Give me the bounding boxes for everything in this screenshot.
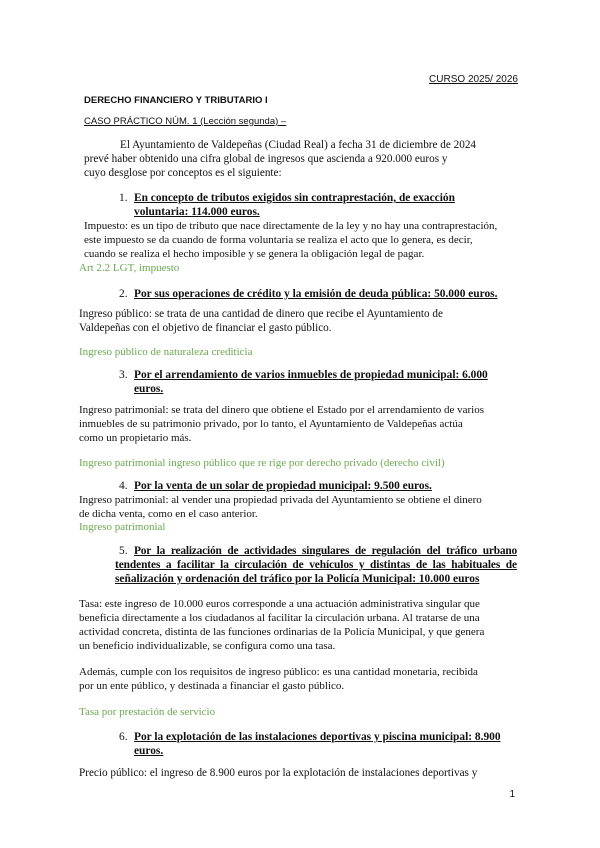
item-body: Tasa: este ingreso de 10.000 euros corresponde a una actuación administrativa singular que bbox=[79, 598, 480, 610]
item-number: 5. bbox=[119, 545, 128, 557]
item-body: beneficia directamente a los ciudadanos al facilitar la circulación urbana. Al tratarse de una bbox=[79, 612, 480, 624]
case-title: CASO PRÁCTICO NÚM. 1 (Lección segunda) – bbox=[84, 116, 287, 127]
item-heading: euros. bbox=[134, 383, 164, 395]
item-body: Ingreso público: se trata de una cantidad de dinero que recibe el Ayuntamiento de bbox=[79, 308, 443, 320]
item-body: de dicha venta, como en el caso anterior. bbox=[79, 508, 258, 520]
item-note: Ingreso público de naturaleza crediticia bbox=[79, 346, 253, 358]
item-body: Impuesto: es un tipo de tributo que nace directamente de la ley y no hay una contraprestación, bbox=[84, 220, 498, 232]
item-number: 2. bbox=[119, 288, 128, 300]
item-number: 3. bbox=[119, 369, 128, 381]
intro-line: El Ayuntamiento de Valdepeñas (Ciudad Real) a fecha 31 de diciembre de 2024 bbox=[120, 139, 477, 151]
subject-title: DERECHO FINANCIERO Y TRIBUTARIO I bbox=[84, 95, 268, 106]
item-note: Ingreso patrimonial bbox=[79, 521, 166, 533]
item-heading: euros. bbox=[134, 745, 164, 757]
item-number: 6. bbox=[119, 731, 128, 743]
course-label: CURSO 2025/ 2026 bbox=[429, 74, 518, 85]
item-heading: Por la venta de un solar de propiedad municipal: 9.500 euros. bbox=[134, 480, 432, 492]
item-body: actividad concreta, distinta de las funciones ordinarias de la Policía Municipal, y que genera bbox=[79, 626, 485, 638]
item-body: un beneficio individualizable, se configura como una tasa. bbox=[79, 640, 336, 652]
item-heading: En concepto de tributos exigidos sin contraprestación, de exacción bbox=[134, 192, 455, 204]
item-number: 1. bbox=[119, 192, 128, 204]
page-number: 1 bbox=[509, 789, 515, 800]
item-note: Ingreso patrimonial ingreso público que re rige por derecho privado (derecho civil) bbox=[79, 457, 445, 469]
item-body: Precio público: el ingreso de 8.900 euros por la explotación de instalaciones deportivas y bbox=[79, 767, 478, 779]
item-heading: señalización y ordenación del tráfico por la Policía Municipal: 10.000 euros bbox=[115, 573, 480, 585]
item-heading: Por la explotación de las instalaciones deportivas y piscina municipal: 8.900 bbox=[134, 731, 501, 743]
item-body: como un propietario más. bbox=[79, 432, 192, 444]
item-note: Tasa por prestación de servicio bbox=[79, 706, 216, 718]
item-heading: Por sus operaciones de crédito y la emisión de deuda pública: 50.000 euros. bbox=[134, 288, 498, 300]
item-body: Ingreso patrimonial: se trata del dinero que obtiene el Estado por el arrendamiento de varios bbox=[79, 404, 485, 416]
item-body: por un ente público, y destinada a financiar el gasto público. bbox=[79, 680, 345, 692]
item-number: 4. bbox=[119, 480, 128, 492]
item-body: Además, cumple con los requisitos de ingreso público: es una cantidad monetaria, recibida bbox=[79, 666, 478, 678]
intro-line: cuyo desglose por conceptos es el siguiente: bbox=[84, 167, 282, 179]
intro-line: prevé haber obtenido una cifra global de ingresos que ascienda a 920.000 euros y bbox=[84, 153, 448, 165]
item-body: Valdepeñas con el objetivo de financiar el gasto público. bbox=[79, 322, 332, 334]
item-body: cuando se realiza el hecho imposible y se genera la obligación legal de pagar. bbox=[84, 248, 425, 260]
item-heading: Por el arrendamiento de varios inmuebles de propiedad municipal: 6.000 bbox=[134, 369, 488, 381]
item-body: Ingreso patrimonial: al vender una propiedad privada del Ayuntamiento se obtiene el dinero bbox=[79, 494, 482, 506]
item-body: inmuebles de su patrimonio privado, por lo tanto, el Ayuntamiento de Valdepeñas actúa bbox=[79, 418, 463, 430]
item-body: este impuesto se da cuando de forma voluntaria se realiza el acto que lo genera, es decir, bbox=[84, 234, 473, 246]
item-heading: tendentes a facilitar la circulación de vehículos y distintas de las habituales de bbox=[115, 559, 517, 571]
item-heading: Por la realización de actividades singulares de regulación del tráfico urbano bbox=[134, 545, 517, 557]
item-heading: voluntaria: 114.000 euros. bbox=[134, 206, 260, 218]
item-note: Art 2.2 LGT, impuesto bbox=[79, 262, 180, 274]
